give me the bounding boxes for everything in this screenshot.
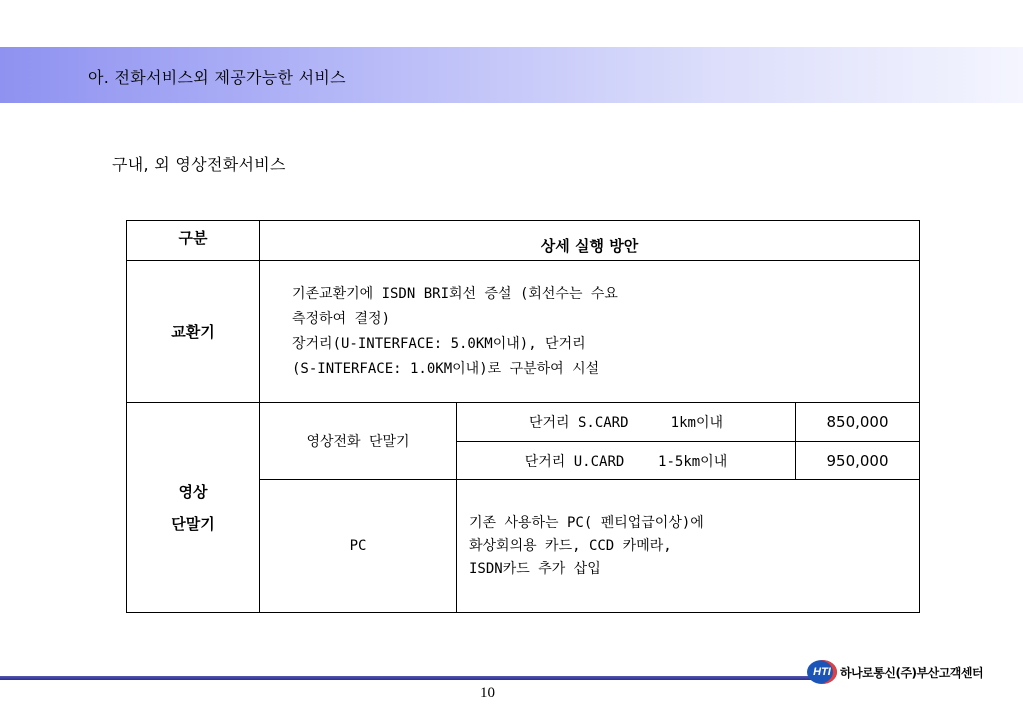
- exchange-detail-line: (S-INTERFACE: 1.0KM이내)로 구분하여 시설: [292, 360, 600, 377]
- exchange-detail-line: 기존교환기에 ISDN BRI회선 증설 (회선수는 수요: [292, 285, 618, 302]
- card-option-price: 950,000: [795, 441, 920, 480]
- pc-detail-line: 기존 사용하는 PC( 펜티업급이상)에: [469, 514, 704, 531]
- section-heading: 구내, 외 영상전화서비스: [112, 155, 286, 174]
- column-header-category: [126, 220, 260, 261]
- exchange-detail-line: 측정하여 결정): [292, 310, 391, 327]
- row-detail-exchange: [259, 260, 920, 403]
- video-phone-terminal-label: 영상전화 단말기: [259, 402, 457, 480]
- page-number: 10: [480, 685, 495, 701]
- card-option-price: 850,000: [795, 402, 920, 442]
- pc-detail-line: 화상회의용 카드, CCD 카메라,: [469, 537, 672, 554]
- card-option-desc: 단거리 S.CARD 1km이내: [456, 402, 796, 442]
- column-header-detail-label: 상세 실행 방안: [540, 237, 639, 255]
- company-name: 하나로통신(주)부산고객센터: [840, 665, 984, 680]
- hti-logo-icon: HTI: [807, 660, 837, 684]
- exchange-detail-line: 장거리(U-INTERFACE: 5.0KM이내), 단거리: [292, 335, 586, 352]
- row-label-exchange: 교환기: [126, 260, 260, 403]
- column-header-category-label: 구분: [178, 229, 208, 247]
- footer-divider: [0, 676, 812, 680]
- page-title: 아. 전화서비스외 제공가능한 서비스: [88, 68, 346, 87]
- card-option-desc: 단거리 U.CARD 1-5km이내: [456, 441, 796, 480]
- pc-detail: [456, 479, 920, 613]
- column-header-detail: [259, 220, 920, 261]
- pc-label: PC: [259, 479, 457, 613]
- row-label-video-terminal: 영상 단말기: [126, 402, 260, 613]
- pc-detail-line: ISDN카드 추가 삽입: [469, 560, 601, 577]
- service-table: [126, 220, 920, 613]
- company-logo: [807, 660, 983, 684]
